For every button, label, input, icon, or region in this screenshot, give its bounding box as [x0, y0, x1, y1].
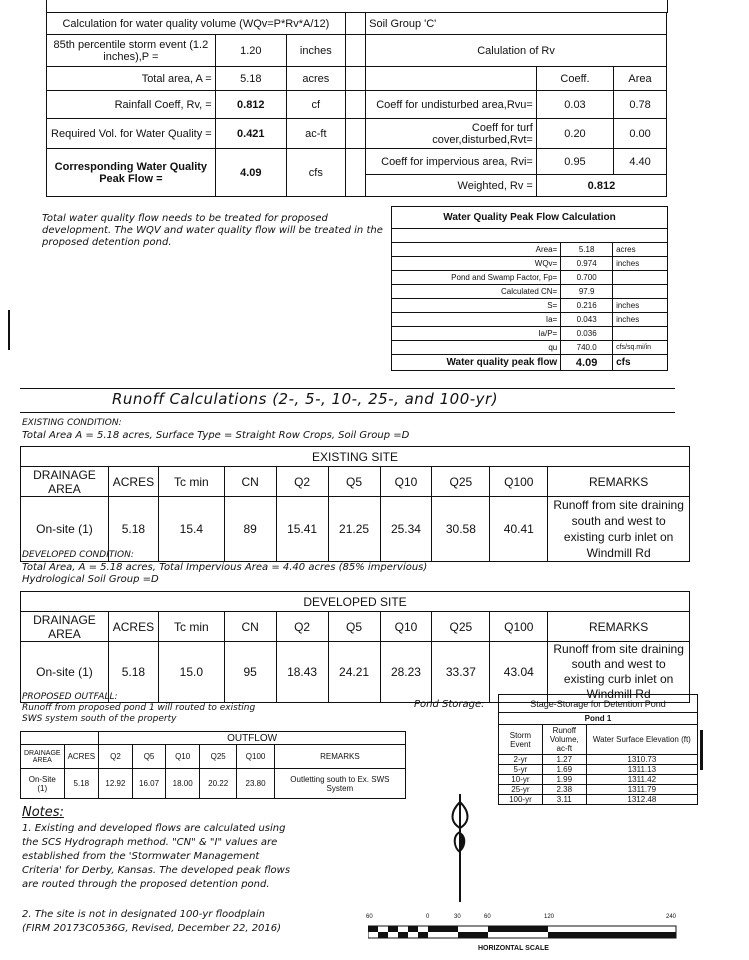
table-cell: 21.25 [328, 497, 380, 562]
margin-mark [700, 730, 703, 770]
existing-site-table [20, 446, 690, 562]
outfall-text: SWS system south of the property [22, 714, 177, 724]
table-cell: 1312.48 [586, 795, 697, 805]
table-cell: 1311.79 [586, 785, 697, 795]
table-cell: 1.27 [542, 755, 586, 765]
col-header: Q100 [237, 745, 274, 769]
table-cell: 16.07 [132, 769, 166, 799]
peak-final-unit: cfs [613, 355, 668, 371]
col-header: Q2 [99, 745, 133, 769]
table-cell: On-site (1) [21, 642, 109, 703]
table-cell: 20.22 [199, 769, 236, 799]
table-cell: 1310.73 [586, 755, 697, 765]
peak-row-label: qu [392, 341, 561, 355]
col-header: Water Surface Elevation (ft) [586, 725, 697, 755]
scale-tick: 60 [484, 914, 491, 920]
wq-note: Total water quality flow needs to be treated for proposed development. The WQV and water quality flow will be treated in the proposed detention pond. [42, 213, 383, 248]
col-header: Q10 [380, 612, 432, 642]
rv-title: Calulation of Rv [366, 35, 667, 67]
rv-head-area: Area [614, 67, 667, 91]
margin-mark [8, 310, 10, 350]
peak-row-label: Ia/P= [392, 327, 561, 341]
wq-row-label: Corresponding Water Quality Peak Flow = [47, 149, 216, 197]
table-cell: 2-yr [499, 755, 543, 765]
table-cell: 2.38 [542, 785, 586, 795]
col-header: REMARKS [548, 467, 690, 497]
col-header: Q100 [490, 612, 548, 642]
wq-row-label: Required Vol. for Water Quality = [47, 119, 216, 149]
peak-final-value: 4.09 [561, 355, 613, 371]
peak-row-label: Area= [392, 243, 561, 257]
scale-tick: 30 [454, 914, 461, 920]
peak-final-label: Water quality peak flow [392, 355, 561, 371]
developed-site-table [20, 591, 690, 703]
col-header: ACRES [108, 467, 158, 497]
peak-row-unit: inches [613, 257, 668, 271]
wq-row-value: 5.18 [215, 67, 286, 91]
wq-table [46, 12, 667, 197]
stage-storage-table [498, 694, 698, 805]
wq-row-unit: inches [286, 35, 345, 67]
wq-row-unit: cfs [286, 149, 345, 197]
developed-condition-heading: DEVELOPED CONDITION: [22, 550, 134, 560]
col-header: CN [224, 467, 276, 497]
scale-bar-graphic [368, 924, 680, 940]
scale-tick: 120 [544, 914, 555, 920]
peak-row-value: 5.18 [561, 243, 613, 257]
wq-row-value: 0.421 [215, 119, 286, 149]
table-cell: 25-yr [499, 785, 543, 795]
wq-row-unit: cf [286, 91, 345, 119]
table-cell: 1311.13 [586, 765, 697, 775]
table-cell: 28.23 [380, 642, 432, 703]
table-cell-remarks: Outletting south to Ex. SWS System [274, 769, 405, 799]
peak-row-value: 0.974 [561, 257, 613, 271]
table-cell: 89 [224, 497, 276, 562]
table-cell: 10-yr [499, 775, 543, 785]
peak-row-unit: cfs/sq.mi/in [613, 341, 668, 355]
table-cell: 18.43 [276, 642, 328, 703]
peak-row-label: Ia= [392, 313, 561, 327]
table-cell: 15.0 [158, 642, 224, 703]
peak-row-unit [613, 285, 668, 299]
peak-row-unit: acres [613, 243, 668, 257]
table-cell-remarks: Runoff from site draining south and west to existing curb inlet on Windmill Rd [548, 642, 690, 703]
col-header: ACRES [64, 745, 99, 769]
peak-row-unit: inches [613, 299, 668, 313]
scale-tick: 240 [666, 914, 677, 920]
table-cell: 15.41 [276, 497, 328, 562]
col-header: Q2 [276, 612, 328, 642]
rv-row-label: Coeff for turf cover,disturbed,Rvt= [366, 119, 537, 149]
table-cell: 15.4 [158, 497, 224, 562]
table-cell: 1.69 [542, 765, 586, 775]
col-header: Q5 [328, 467, 380, 497]
wq-row-label: Total area, A = [47, 67, 216, 91]
col-header: Q5 [328, 612, 380, 642]
col-header: Tc min [158, 467, 224, 497]
horizontal-scale [366, 914, 682, 954]
rv-row-area: 4.40 [614, 149, 667, 175]
developed-banner: DEVELOPED SITE [21, 592, 690, 612]
table-cell: On-Site (1) [21, 769, 65, 799]
table-cell: 18.00 [166, 769, 200, 799]
runoff-title: Runoff Calculations (2-, 5-, 10-, 25-, and 100-yr) [112, 390, 499, 408]
peak-title: Water Quality Peak Flow Calculation [392, 207, 668, 229]
peak-row-label: S= [392, 299, 561, 313]
table-cell: 43.04 [490, 642, 548, 703]
peak-row-unit [613, 327, 668, 341]
table-cell: 1.99 [542, 775, 586, 785]
outflow-banner: OUTFLOW [99, 732, 406, 745]
developed-condition-text: Total Area, A = 5.18 acres, Total Impervious Area = 4.40 acres (85% impervious) [22, 562, 428, 573]
col-header: Q25 [432, 467, 490, 497]
rv-row-coeff: 0.95 [536, 149, 613, 175]
wq-row-value: 4.09 [215, 149, 286, 197]
col-header: Q100 [490, 467, 548, 497]
peak-row-label: WQv= [392, 257, 561, 271]
col-header: Q10 [380, 467, 432, 497]
table-cell: 100-yr [499, 795, 543, 805]
wq-row-label: Rainfall Coeff, Rv, = [47, 91, 216, 119]
existing-condition-text: Total Area A = 5.18 acres, Surface Type = Straight Row Crops, Soil Group =D [22, 430, 410, 441]
note-item: 2. The site is not in designated 100-yr floodplain (FIRM 20173C0536G, Revised, December 22, 2016) [22, 909, 282, 934]
rv-row-area: 0.78 [614, 91, 667, 119]
wq-header-right: Soil Group 'C' [366, 13, 667, 35]
rv-row-label: Coeff for impervious area, Rvi= [366, 149, 537, 175]
table-cell: 95 [224, 642, 276, 703]
table-cell: 40.41 [490, 497, 548, 562]
peak-flow-table [391, 206, 668, 371]
col-header: Q10 [166, 745, 200, 769]
col-header: REMARKS [548, 612, 690, 642]
col-header: DRAINAGE AREA [21, 612, 109, 642]
wq-header-left: Calculation for water quality volume (WQv=P*Rv*A/12) [47, 13, 346, 35]
rv-head-coeff: Coeff. [536, 67, 613, 91]
col-header: CN [224, 612, 276, 642]
section-rule [20, 388, 675, 389]
col-header: DRAINAGE AREA [21, 745, 65, 769]
scale-tick: 60 [366, 914, 373, 920]
note-item: 1. Existing and developed flows are calculated using the SCS Hydrograph method. "CN" & "I" values are established from the 'Stormwater Management Criteria' for Derby, Kansas. The developed peak flows are routed through the proposed detention pond. [22, 823, 291, 890]
table-cell: 3.11 [542, 795, 586, 805]
col-header: Q25 [199, 745, 236, 769]
table-cell: 25.34 [380, 497, 432, 562]
table-cell: 30.58 [432, 497, 490, 562]
scale-tick: 0 [426, 914, 430, 920]
notes-title: Notes: [22, 805, 64, 820]
weighted-value: 0.812 [536, 175, 666, 197]
col-header: DRAINAGE AREA [21, 467, 109, 497]
wq-row-unit: ac-ft [286, 119, 345, 149]
table-cell: 24.21 [328, 642, 380, 703]
peak-row-value: 0.036 [561, 327, 613, 341]
scale-label: HORIZONTAL SCALE [478, 945, 549, 952]
peak-row-label: Pond and Swamp Factor, Fp= [392, 271, 561, 285]
peak-row-value: 0.700 [561, 271, 613, 285]
peak-row-value: 0.216 [561, 299, 613, 313]
table-cell: 5.18 [108, 497, 158, 562]
peak-row-value: 740.0 [561, 341, 613, 355]
outflow-table [20, 731, 406, 799]
wq-row-label: 85th percentile storm event (1.2 inches),P = [47, 35, 216, 67]
table-cell: On-site (1) [21, 497, 109, 562]
peak-row-unit: inches [613, 313, 668, 327]
wq-row-value: 1.20 [215, 35, 286, 67]
north-arrow-icon [440, 792, 480, 904]
rv-row-area: 0.00 [614, 119, 667, 149]
stage-title: Stage-Storage for Detention Pond [499, 695, 698, 713]
outfall-text: Runoff from proposed pond 1 will routed to existing [22, 703, 256, 713]
peak-row-value: 97.9 [561, 285, 613, 299]
table-cell: 12.92 [99, 769, 133, 799]
col-header: ACRES [108, 612, 158, 642]
col-header: Q25 [432, 612, 490, 642]
developed-condition-soil: Hydrological Soil Group =D [22, 574, 159, 585]
table-cell: 33.37 [432, 642, 490, 703]
rv-row-coeff: 0.20 [536, 119, 613, 149]
weighted-label: Weighted, Rv = [366, 175, 537, 197]
stage-subtitle: Pond 1 [499, 713, 698, 725]
existing-condition-heading: EXISTING CONDITION: [22, 418, 122, 428]
table-cell: 1311.42 [586, 775, 697, 785]
col-header: Q5 [132, 745, 166, 769]
peak-row-value: 0.043 [561, 313, 613, 327]
table-cell: 5.18 [64, 769, 99, 799]
outfall-heading: PROPOSED OUTFALL: [22, 692, 118, 702]
peak-row-unit [613, 271, 668, 285]
wq-row-value: 0.812 [215, 91, 286, 119]
existing-banner: EXISTING SITE [21, 447, 690, 467]
peak-row-label: Calculated CN= [392, 285, 561, 299]
table-cell: 5.18 [108, 642, 158, 703]
table-cell: 23.80 [237, 769, 274, 799]
wq-row-unit: acres [286, 67, 345, 91]
col-header: Q2 [276, 467, 328, 497]
section-rule [20, 412, 675, 413]
rv-row-label: Coeff for undisturbed area,Rvu= [366, 91, 537, 119]
table-cell-remarks: Runoff from site draining south and west to existing curb inlet on Windmill Rd [548, 497, 690, 562]
col-header: Runoff Volume, ac-ft [542, 725, 586, 755]
col-header: Storm Event [499, 725, 543, 755]
col-header: REMARKS [274, 745, 405, 769]
table-cell: 5-yr [499, 765, 543, 775]
rv-row-coeff: 0.03 [536, 91, 613, 119]
pond-storage-label: Pond Storage: [414, 699, 485, 710]
col-header: Tc min [158, 612, 224, 642]
